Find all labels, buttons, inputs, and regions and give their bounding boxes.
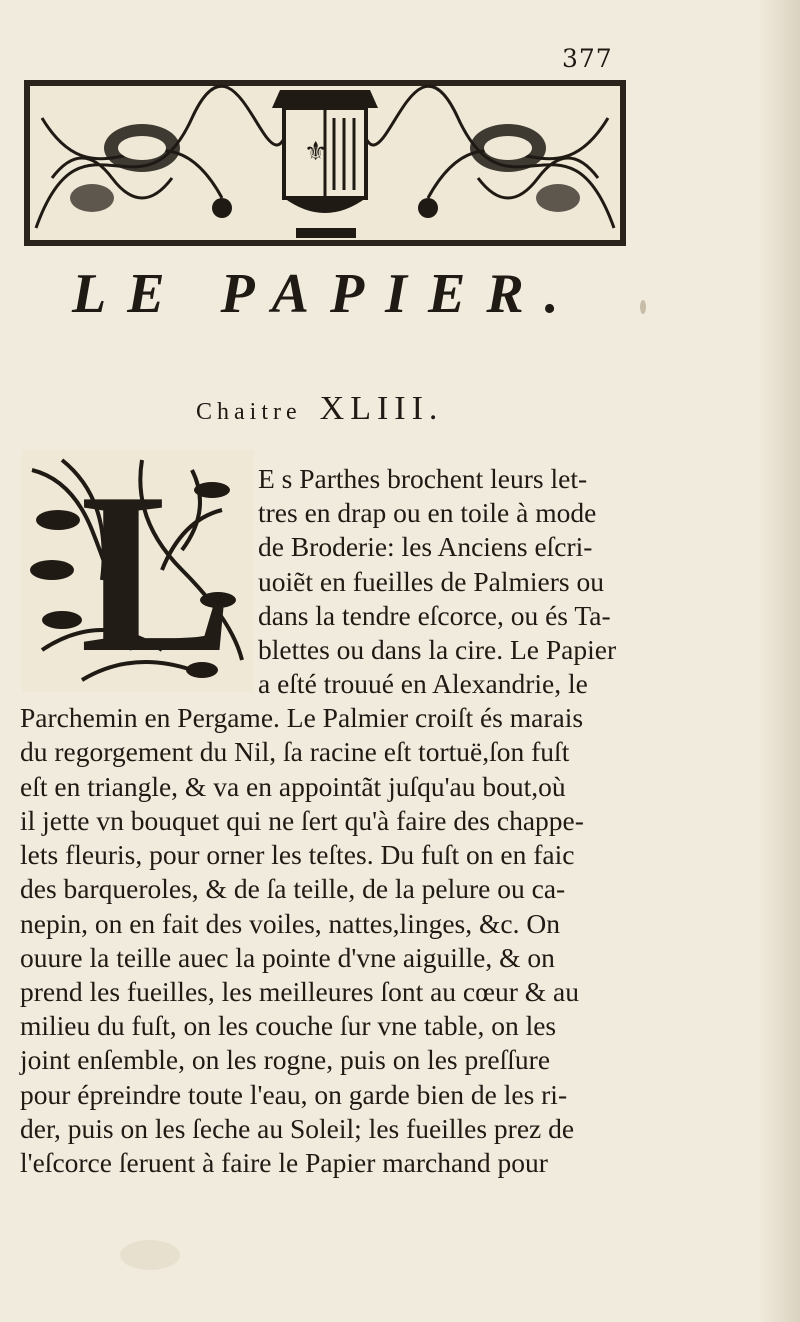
drop-cap: L — [80, 445, 234, 700]
page-edge-shadow — [758, 0, 800, 1322]
decorated-initial — [22, 445, 254, 700]
chapter-word: Chaitre — [196, 399, 302, 425]
text-line: l'eſcorce ſeruent à faire le Papier marchand pour — [20, 1147, 548, 1178]
text-line: ouure la teille auec la pointe d'vne aiguille, & on — [20, 942, 555, 973]
chapter-heading — [196, 390, 443, 428]
text-line: a eſté trouué en Alexandrie, le — [258, 668, 588, 699]
text-line: il jette vn bouquet qui ne ſert qu'à faire des chappe- — [20, 805, 584, 836]
page-title: LE PAPIER. — [72, 263, 580, 325]
text-line: Parchemin en Pergame. Le Palmier croiſt és marais — [20, 702, 584, 733]
text-line: des barqueroles, & de ſa teille, de la pelure ou ca- — [20, 873, 566, 904]
text-line: de Broderie: les Anciens eſcri- — [258, 531, 593, 562]
svg-text:⚜: ⚜ — [304, 137, 328, 167]
text-line: eſt en triangle, & va en appointãt juſqu'au bout,où — [20, 771, 566, 802]
text-line: joint enſemble, on les rogne, puis on les preſſure — [20, 1044, 551, 1075]
text-line: du regorgement du Nil, ſa racine eſt tortuë,ſon fuſt — [20, 736, 570, 767]
headpiece-ornament-icon — [22, 78, 628, 248]
page-number: 377 — [562, 44, 613, 73]
text-line: E s Parthes brochent leurs let- — [258, 463, 588, 494]
paper-stain — [120, 1240, 180, 1270]
text-line: der, puis on les ſeche au Soleil; les fueilles prez de — [20, 1113, 575, 1144]
paper-stain — [640, 300, 646, 314]
text-line: prend les fueilles, les meilleures ſont au cœur & au — [20, 976, 579, 1007]
text-line: milieu du fuſt, on les couche ſur vne table, on les — [20, 1010, 557, 1041]
text-line: dans la tendre eſcorce, ou és Ta- — [258, 600, 611, 631]
chapter-numeral: XLIII. — [319, 390, 444, 427]
text-line: blettes ou dans la cire. Le Papier — [258, 634, 617, 665]
text-line: tres en drap ou en toile à mode — [258, 497, 597, 528]
text-line: lets fleuris, pour orner les teſtes. Du fuſt on en faic — [20, 839, 575, 870]
text-line: pour épreindre toute l'eau, on garde bien de les ri- — [20, 1079, 568, 1110]
text-line: nepin, on en fait des voiles, nattes,linges, &c. On — [20, 908, 560, 939]
text-line: uoiẽt en fueilles de Palmiers ou — [258, 566, 604, 597]
